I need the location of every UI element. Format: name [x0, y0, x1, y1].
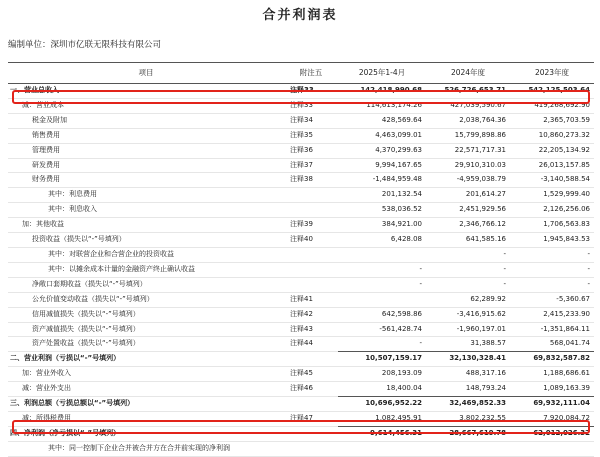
table-row: [8, 84, 594, 99]
row-value-2023: 26,013,157.85: [538, 160, 590, 169]
row-note: 注释42: [290, 309, 313, 318]
row-label: 销售费用: [32, 130, 60, 139]
row-value-2023: 2,365,703.59: [543, 115, 590, 124]
row-note: 注释39: [290, 220, 313, 229]
row-value-2025: 1,082,495.91: [375, 413, 422, 422]
row-note: 注释33: [290, 86, 314, 94]
row-value-2024: 2,038,764.36: [459, 115, 506, 124]
row-note: [284, 188, 338, 203]
row-label: 其中：利息费用: [48, 190, 97, 199]
row-note: 注释47: [290, 413, 313, 422]
row-label: 其中：同一控制下企业合并被合并方在合并前实现的净利润: [48, 443, 230, 452]
row-label: 投资收益（损失以“-”号填列）: [32, 235, 126, 244]
row-value-2023: 542,125,503.64: [528, 86, 590, 94]
row-note: [284, 397, 338, 412]
row-value-2024: 201,614.27: [465, 190, 506, 199]
row-value-2025: 642,598.86: [381, 309, 422, 318]
row-value-2023: -1,351,864.11: [540, 324, 590, 333]
row-value-2023: 1,089,163.39: [543, 384, 590, 393]
row-note: 注释46: [290, 384, 313, 393]
row-note: [284, 426, 338, 441]
row-value-2024: 3,802,232.55: [459, 413, 506, 422]
row-value-2023: 22,205,134.92: [538, 145, 590, 154]
row-value-2024: 62,289.92: [470, 294, 506, 303]
row-value-2023: 69,832,587.82: [510, 352, 594, 367]
header-col2: 2024年度: [426, 63, 510, 84]
table-row: [8, 233, 594, 248]
row-value-2023: -: [587, 264, 590, 273]
row-value-2023: 1,706,563.83: [543, 220, 590, 229]
header-note: 附注五: [284, 63, 338, 84]
row-value-2025: [338, 247, 426, 262]
row-value-2024: -1,960,197.01: [456, 324, 506, 333]
row-value-2024: -: [503, 279, 506, 288]
row-note: [284, 277, 338, 292]
row-value-2023: 1,188,686.61: [543, 369, 590, 378]
row-value-2025: 208,193.09: [381, 369, 422, 378]
table-row: [8, 441, 594, 456]
row-value-2024: -4,959,038.79: [456, 175, 506, 184]
row-label: 加：其他收益: [22, 220, 64, 229]
table-row: [8, 143, 594, 158]
income-statement-table: [8, 62, 594, 457]
row-value-2025: 201,132.54: [381, 190, 422, 199]
row-value-2024: [426, 441, 510, 456]
row-value-2024: 32,469,852.33: [426, 397, 510, 412]
header-col3: 2023年度: [510, 63, 594, 84]
table-row: [8, 203, 594, 218]
row-value-2024: 488,317.16: [465, 369, 506, 378]
table-row: [8, 262, 594, 277]
row-note: 注释38: [290, 175, 313, 184]
row-note: [284, 352, 338, 367]
row-value-2025: 6,428.08: [390, 235, 422, 244]
row-label: 减：营业外支出: [22, 384, 71, 393]
table-row: [8, 277, 594, 292]
row-note: [284, 203, 338, 218]
row-value-2024: -: [503, 264, 506, 273]
row-value-2024: 2,346,766.12: [459, 220, 506, 229]
row-label: 二、营业利润（亏损以“-”号填列）: [10, 354, 121, 363]
row-label: 资产处置收益（损失以“-”号填列）: [32, 339, 140, 348]
row-value-2025: 9,614,456.31: [338, 426, 426, 441]
row-label: 财务费用: [32, 175, 60, 184]
row-label: 管理费用: [32, 145, 60, 154]
row-label: 其中：以摊余成本计量的金融资产终止确认收益: [48, 264, 195, 273]
row-value-2025: -: [419, 264, 422, 273]
table-row: [8, 158, 594, 173]
row-value-2025: -: [419, 279, 422, 288]
table-row: [8, 352, 594, 367]
row-label: 三、利润总额（亏损总额以“-”号填列）: [10, 399, 135, 408]
row-label: 净敞口套期收益（损失以“-”号填列）: [32, 279, 147, 288]
table-row: [8, 98, 594, 113]
row-value-2024: 31,388.57: [470, 339, 506, 348]
table-row: [8, 367, 594, 382]
row-value-2023: 419,268,692.90: [534, 100, 590, 109]
row-value-2025: [338, 441, 426, 456]
row-value-2024: 22,571,717.31: [454, 145, 506, 154]
row-value-2024: 641,585.16: [465, 235, 506, 244]
row-note: 注释36: [290, 145, 313, 154]
row-value-2024: 15,799,898.86: [454, 130, 506, 139]
row-label: 其中：对联营企业和合营企业的投资收益: [48, 249, 174, 258]
row-value-2024: 2,451,929.56: [459, 205, 506, 214]
page-title: 合并利润表: [262, 8, 338, 23]
table-row: [8, 113, 594, 128]
table-row: [8, 128, 594, 143]
row-note: 注释44: [290, 339, 313, 348]
table-row: [8, 322, 594, 337]
row-value-2023: -: [587, 279, 590, 288]
table-row: [8, 307, 594, 322]
table-header-row: [8, 63, 594, 84]
row-label: 一、营业总收入: [10, 86, 59, 94]
row-value-2023: 69,932,111.04: [510, 397, 594, 412]
table-row: [8, 173, 594, 188]
row-label: 四、净利润（净亏损以“-”号填列）: [10, 428, 121, 437]
row-value-2025: 428,569.64: [381, 115, 422, 124]
row-note: 注释35: [290, 130, 313, 139]
row-value-2024: 29,910,310.03: [454, 160, 506, 169]
row-value-2023: 1,945,843.53: [543, 235, 590, 244]
header-col1: 2025年1-4月: [338, 63, 426, 84]
row-note: 注释33: [290, 100, 313, 109]
row-value-2025: 142,418,990.68: [360, 86, 422, 94]
row-label: 研发费用: [32, 160, 60, 169]
row-label: 信用减值损失（损失以“-”号填列）: [32, 309, 140, 318]
row-note: 注释40: [290, 235, 313, 244]
row-value-2023: 2,415,233.90: [543, 309, 590, 318]
row-value-2023: 568,041.74: [549, 339, 590, 348]
table-row: [8, 292, 594, 307]
row-value-2023: 1,529,999.40: [543, 190, 590, 199]
row-value-2023: [510, 441, 594, 456]
row-value-2023: -5,360.67: [556, 294, 590, 303]
row-label: 税金及附加: [32, 115, 67, 124]
row-note: [284, 247, 338, 262]
row-value-2025: -561,428.74: [379, 324, 422, 333]
row-value-2025: 10,696,952.22: [338, 397, 426, 412]
row-label: 减：营业成本: [22, 100, 64, 109]
row-value-2025: 538,036.52: [381, 205, 422, 214]
row-value-2025: 4,370,299.63: [375, 145, 422, 154]
table-row: [8, 337, 594, 352]
table-row: [8, 247, 594, 262]
row-note: 注释45: [290, 369, 313, 378]
row-value-2025: 114,613,174.26: [366, 100, 422, 109]
row-value-2024: 526,726,653.71: [444, 86, 506, 94]
table-row: [8, 397, 594, 412]
row-value-2025: 4,463,099.01: [375, 130, 422, 139]
row-value-2024: 148,793.24: [465, 384, 506, 393]
row-value-2023: 62,012,026.32: [510, 426, 594, 441]
row-value-2024: -3,416,915.62: [456, 309, 506, 318]
row-value-2025: 9,994,167.65: [375, 160, 422, 169]
preparer-label: 编制单位：深圳市亿联无限科技有限公司: [8, 40, 162, 50]
header-item: 项目: [8, 63, 284, 84]
row-value-2024: 427,039,590.67: [450, 100, 506, 109]
row-value-2024: 28,667,619.78: [426, 426, 510, 441]
row-value-2023: 10,860,273.32: [538, 130, 590, 139]
table-row: [8, 382, 594, 397]
row-note: 注释43: [290, 324, 313, 333]
row-note: [284, 441, 338, 456]
row-value-2024: 32,130,328.41: [426, 352, 510, 367]
row-value-2023: 7,920,084.72: [543, 413, 590, 422]
row-value-2023: -: [587, 249, 590, 258]
row-label: 加：营业外收入: [22, 369, 71, 378]
row-value-2025: -: [419, 339, 422, 348]
row-value-2025: [338, 292, 426, 307]
row-label: 减：所得税费用: [22, 413, 71, 422]
row-value-2025: 384,921.00: [381, 220, 422, 229]
row-value-2023: -3,140,588.54: [540, 175, 590, 184]
row-note: 注释41: [290, 294, 313, 303]
row-label: 公允价值变动收益（损失以“-”号填列）: [32, 294, 154, 303]
row-note: 注释37: [290, 160, 313, 169]
row-value-2024: -: [503, 249, 506, 258]
table-row: [8, 411, 594, 426]
table-row: [8, 188, 594, 203]
row-label: 资产减值损失（损失以“-”号填列）: [32, 324, 140, 333]
row-value-2025: -1,484,959.48: [372, 175, 422, 184]
table-row: [8, 426, 594, 441]
row-value-2025: 18,400.04: [386, 384, 422, 393]
table-body: [8, 84, 594, 457]
table-row: [8, 218, 594, 233]
row-value-2025: 10,507,159.17: [338, 352, 426, 367]
row-note: [284, 262, 338, 277]
row-label: 其中：利息收入: [48, 205, 97, 214]
row-note: 注释34: [290, 115, 313, 124]
row-value-2023: 2,126,256.06: [543, 205, 590, 214]
